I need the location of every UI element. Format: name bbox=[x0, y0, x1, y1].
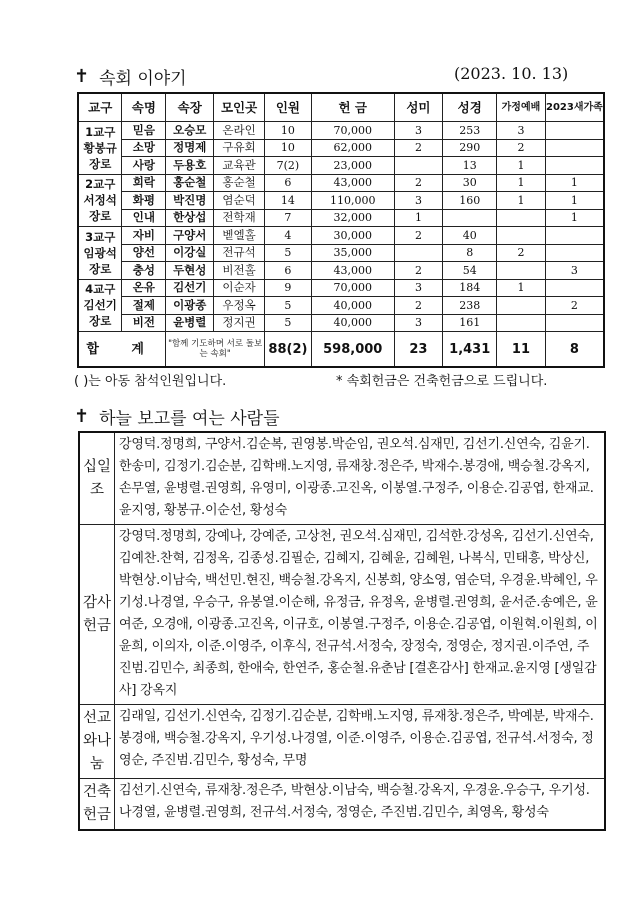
table-row bbox=[78, 297, 604, 315]
cell-name-cell: 양선 bbox=[122, 244, 166, 262]
offering-cell: 62,000 bbox=[311, 139, 394, 157]
new-family-cell bbox=[545, 139, 604, 157]
offering-cell: 32,000 bbox=[311, 209, 394, 227]
family-worship-cell bbox=[497, 227, 546, 245]
leader-cell: 이광종 bbox=[166, 297, 214, 315]
report-date: (2023. 10. 13) bbox=[454, 64, 569, 83]
donor-row bbox=[79, 779, 605, 831]
cell-name-cell: 화평 bbox=[122, 192, 166, 210]
rice-cell: 3 bbox=[394, 122, 443, 140]
bible-cell: 290 bbox=[443, 139, 497, 157]
leader-cell: 홍순철 bbox=[166, 174, 214, 192]
rice-cell bbox=[394, 157, 443, 175]
section-title: 속회 이야기 bbox=[99, 69, 187, 89]
total-offering: 598,000 bbox=[311, 332, 394, 368]
header-cell-name: 속명 bbox=[122, 93, 166, 122]
family-worship-cell: 2 bbox=[497, 244, 546, 262]
table-row bbox=[78, 314, 604, 332]
section-heading-donors bbox=[74, 404, 280, 429]
offering-cell: 43,000 bbox=[311, 262, 394, 280]
cell-report-table bbox=[77, 92, 605, 368]
cell-name-cell: 사랑 bbox=[122, 157, 166, 175]
cell-name-cell: 희락 bbox=[122, 174, 166, 192]
bible-cell: 40 bbox=[443, 227, 497, 245]
children-note: ( )는 아동 참석인원입니다. bbox=[74, 374, 227, 389]
leader-cell: 김선기 bbox=[166, 279, 214, 297]
people-cell: 5 bbox=[264, 297, 311, 315]
people-cell: 5 bbox=[264, 314, 311, 332]
people-cell: 7(2) bbox=[264, 157, 311, 175]
cell-name-cell: 비전 bbox=[122, 314, 166, 332]
header-place: 모인곳 bbox=[214, 93, 265, 122]
donor-category: 감사헌금 bbox=[79, 525, 115, 705]
rice-cell: 1 bbox=[394, 209, 443, 227]
parish-cell: 2교구 서정석 장로 bbox=[78, 174, 122, 227]
bible-cell: 30 bbox=[443, 174, 497, 192]
place-cell: 구유회 bbox=[214, 139, 265, 157]
cross-icon: ✝ bbox=[74, 406, 90, 427]
offering-cell: 70,000 bbox=[311, 279, 394, 297]
rice-cell: 2 bbox=[394, 227, 443, 245]
parish-cell: 4교구 김선기 장로 bbox=[78, 279, 122, 332]
offering-cell: 30,000 bbox=[311, 227, 394, 245]
table-row bbox=[78, 262, 604, 280]
bible-cell: 8 bbox=[443, 244, 497, 262]
total-label: 합 계 bbox=[78, 332, 166, 368]
header-new-family: 2023새가족 bbox=[545, 93, 604, 122]
offering-cell: 35,000 bbox=[311, 244, 394, 262]
donor-row bbox=[79, 525, 605, 705]
place-cell: 벧엘홀 bbox=[214, 227, 265, 245]
family-worship-cell bbox=[497, 209, 546, 227]
donor-names: 강영덕.정명희, 강예나, 강예준, 고상천, 권오석.심재민, 김석한.강성옥, 김선기.신연숙, 김예찬.찬혁, 김정옥, 김종성.김필순, 김혜지, 김혜윤, 김혜원, 나복식, 민태흥, 박상신, 박현상.이남숙, 백선민.현진, 백승철.강옥지, 신봉희, 양소영, 염순덕, 우경윤.박혜인, 우기성.나경열, 우승구, 유봉열.이순해, 유정금, 유정옥, 윤병렬.권영희, 윤서준.송예은, 윤여준, 오경애, 이광종.고진옥, 이규호, 이봉열.구정주, 이용순.김공엽, 이원혁.이원희, 이윤희, 이의자, 이준.이영주, 이후식, 전규석.서정숙, 장정숙, 정영순, 정지권.이주연, 주진범.김민수, 최종희, 한애숙, 한연주, 홍순철.유춘남 [결혼감사] 한재교.윤지영 [생일감사] 강옥지 bbox=[115, 525, 606, 705]
family-worship-cell: 1 bbox=[497, 174, 546, 192]
table-row bbox=[78, 227, 604, 245]
place-cell: 전학재 bbox=[214, 209, 265, 227]
cell-name-cell: 인내 bbox=[122, 209, 166, 227]
cross-icon: ✝ bbox=[74, 66, 90, 87]
header-people: 인원 bbox=[264, 93, 311, 122]
header-family-worship: 가정예배 bbox=[497, 93, 546, 122]
bible-cell: 161 bbox=[443, 314, 497, 332]
rice-cell: 2 bbox=[394, 174, 443, 192]
table-row bbox=[78, 209, 604, 227]
parish-cell: 3교구 임광석 장로 bbox=[78, 227, 122, 280]
place-cell: 온라인 bbox=[214, 122, 265, 140]
parish-cell: 1교구 황봉규 장로 bbox=[78, 122, 122, 175]
family-worship-cell: 1 bbox=[497, 157, 546, 175]
bible-cell: 184 bbox=[443, 279, 497, 297]
place-cell: 이순자 bbox=[214, 279, 265, 297]
cell-name-cell: 자비 bbox=[122, 227, 166, 245]
family-worship-cell: 3 bbox=[497, 122, 546, 140]
leader-cell: 두용호 bbox=[166, 157, 214, 175]
donor-names: 강영덕.정명희, 구양서.김순복, 권영봉.박순임, 권오석.심재민, 김선기.신연숙, 김윤기.한송미, 김정기.김순분, 김학배.노지영, 류재창.정은주, 박재수.봉경애, 백승철.강옥지, 손무열, 윤병렬.권영희, 유영미, 이광종.고진옥, 이봉열.구정주, 이용순.김공엽, 한재교.윤지영, 황봉규.이순선, 황성숙 bbox=[115, 432, 606, 525]
bible-cell: 253 bbox=[443, 122, 497, 140]
donor-row bbox=[79, 432, 605, 525]
header-leader: 속장 bbox=[166, 93, 214, 122]
offering-note: * 속회헌금은 건축헌금으로 드립니다. bbox=[336, 374, 548, 389]
cell-name-cell: 충성 bbox=[122, 262, 166, 280]
rice-cell: 3 bbox=[394, 192, 443, 210]
table-row bbox=[78, 174, 604, 192]
place-cell: 교육관 bbox=[214, 157, 265, 175]
rice-cell: 3 bbox=[394, 279, 443, 297]
table-row bbox=[78, 279, 604, 297]
table-row bbox=[78, 139, 604, 157]
donor-row bbox=[79, 705, 605, 779]
cell-name-cell: 믿음 bbox=[122, 122, 166, 140]
family-worship-cell bbox=[497, 314, 546, 332]
place-cell: 비전홀 bbox=[214, 262, 265, 280]
cell-name-cell: 절제 bbox=[122, 297, 166, 315]
header-parish: 교구 bbox=[78, 93, 122, 122]
place-cell: 홍순철 bbox=[214, 174, 265, 192]
header-rice: 성미 bbox=[394, 93, 443, 122]
leader-cell: 정명제 bbox=[166, 139, 214, 157]
total-row bbox=[78, 332, 604, 368]
new-family-cell bbox=[545, 122, 604, 140]
leader-cell: 구양서 bbox=[166, 227, 214, 245]
new-family-cell bbox=[545, 279, 604, 297]
family-worship-cell bbox=[497, 262, 546, 280]
new-family-cell: 1 bbox=[545, 192, 604, 210]
total-bible: 1,431 bbox=[443, 332, 497, 368]
offering-cell: 110,000 bbox=[311, 192, 394, 210]
people-cell: 6 bbox=[264, 174, 311, 192]
donor-table bbox=[78, 431, 606, 831]
rice-cell: 2 bbox=[394, 139, 443, 157]
donor-category: 선교와나눔 bbox=[79, 705, 115, 779]
people-cell: 14 bbox=[264, 192, 311, 210]
section-title: 하늘 보고를 여는 사람들 bbox=[99, 409, 280, 429]
cell-name-cell: 소망 bbox=[122, 139, 166, 157]
bible-cell bbox=[443, 209, 497, 227]
table-row bbox=[78, 157, 604, 175]
new-family-cell: 1 bbox=[545, 209, 604, 227]
offering-cell: 70,000 bbox=[311, 122, 394, 140]
new-family-cell bbox=[545, 157, 604, 175]
family-worship-cell: 1 bbox=[497, 279, 546, 297]
total-family-worship: 11 bbox=[497, 332, 546, 368]
donor-category: 건축헌금 bbox=[79, 779, 115, 831]
rice-cell: 2 bbox=[394, 297, 443, 315]
total-rice: 23 bbox=[394, 332, 443, 368]
header-offering: 헌 금 bbox=[311, 93, 394, 122]
family-worship-cell: 2 bbox=[497, 139, 546, 157]
rice-cell: 3 bbox=[394, 314, 443, 332]
family-worship-cell: 1 bbox=[497, 192, 546, 210]
donor-names: 김선기.신연숙, 류재창.정은주, 박현상.이남숙, 백승철.강옥지, 우경윤.우승구, 우기성.나경열, 윤병렬.권영희, 전규석.서정숙, 정영순, 주진범.김민수, 최영옥, 황성숙 bbox=[115, 779, 606, 831]
new-family-cell: 2 bbox=[545, 297, 604, 315]
bible-cell: 238 bbox=[443, 297, 497, 315]
donor-category: 십일조 bbox=[79, 432, 115, 525]
bible-cell: 13 bbox=[443, 157, 497, 175]
people-cell: 5 bbox=[264, 244, 311, 262]
new-family-cell: 3 bbox=[545, 262, 604, 280]
offering-cell: 43,000 bbox=[311, 174, 394, 192]
new-family-cell: 1 bbox=[545, 174, 604, 192]
offering-cell: 40,000 bbox=[311, 297, 394, 315]
donor-names: 김래일, 김선기.신연숙, 김정기.김순분, 김학배.노지영, 류재창.정은주, 박예분, 박재수.봉경애, 백승철.강옥지, 우기성.나경열, 이준.이영주, 이용순.김공엽, 전규석.서정숙, 정영순, 주진범.김민수, 황성숙, 무명 bbox=[115, 705, 606, 779]
new-family-cell bbox=[545, 244, 604, 262]
offering-cell: 23,000 bbox=[311, 157, 394, 175]
total-new-family: 8 bbox=[545, 332, 604, 368]
table-header-row bbox=[78, 93, 604, 122]
new-family-cell bbox=[545, 227, 604, 245]
header-bible: 성경 bbox=[443, 93, 497, 122]
table-row bbox=[78, 122, 604, 140]
people-cell: 10 bbox=[264, 122, 311, 140]
leader-cell: 오승모 bbox=[166, 122, 214, 140]
cell-name-cell: 온유 bbox=[122, 279, 166, 297]
people-cell: 9 bbox=[264, 279, 311, 297]
place-cell: 정지권 bbox=[214, 314, 265, 332]
place-cell: 염순덕 bbox=[214, 192, 265, 210]
place-cell: 우정옥 bbox=[214, 297, 265, 315]
leader-cell: 두현성 bbox=[166, 262, 214, 280]
people-cell: 6 bbox=[264, 262, 311, 280]
table-row bbox=[78, 244, 604, 262]
place-cell: 전규석 bbox=[214, 244, 265, 262]
leader-cell: 이강실 bbox=[166, 244, 214, 262]
bible-cell: 160 bbox=[443, 192, 497, 210]
table-row bbox=[78, 192, 604, 210]
people-cell: 4 bbox=[264, 227, 311, 245]
people-cell: 10 bbox=[264, 139, 311, 157]
leader-cell: 박진명 bbox=[166, 192, 214, 210]
section-heading-cell-story bbox=[74, 64, 187, 89]
new-family-cell bbox=[545, 314, 604, 332]
total-motto: "함께 기도하며 서로 돌보는 속회" bbox=[166, 332, 265, 368]
leader-cell: 윤병렬 bbox=[166, 314, 214, 332]
family-worship-cell bbox=[497, 297, 546, 315]
rice-cell bbox=[394, 244, 443, 262]
rice-cell: 2 bbox=[394, 262, 443, 280]
leader-cell: 한상섭 bbox=[166, 209, 214, 227]
offering-cell: 40,000 bbox=[311, 314, 394, 332]
total-people: 88(2) bbox=[264, 332, 311, 368]
bible-cell: 54 bbox=[443, 262, 497, 280]
people-cell: 7 bbox=[264, 209, 311, 227]
